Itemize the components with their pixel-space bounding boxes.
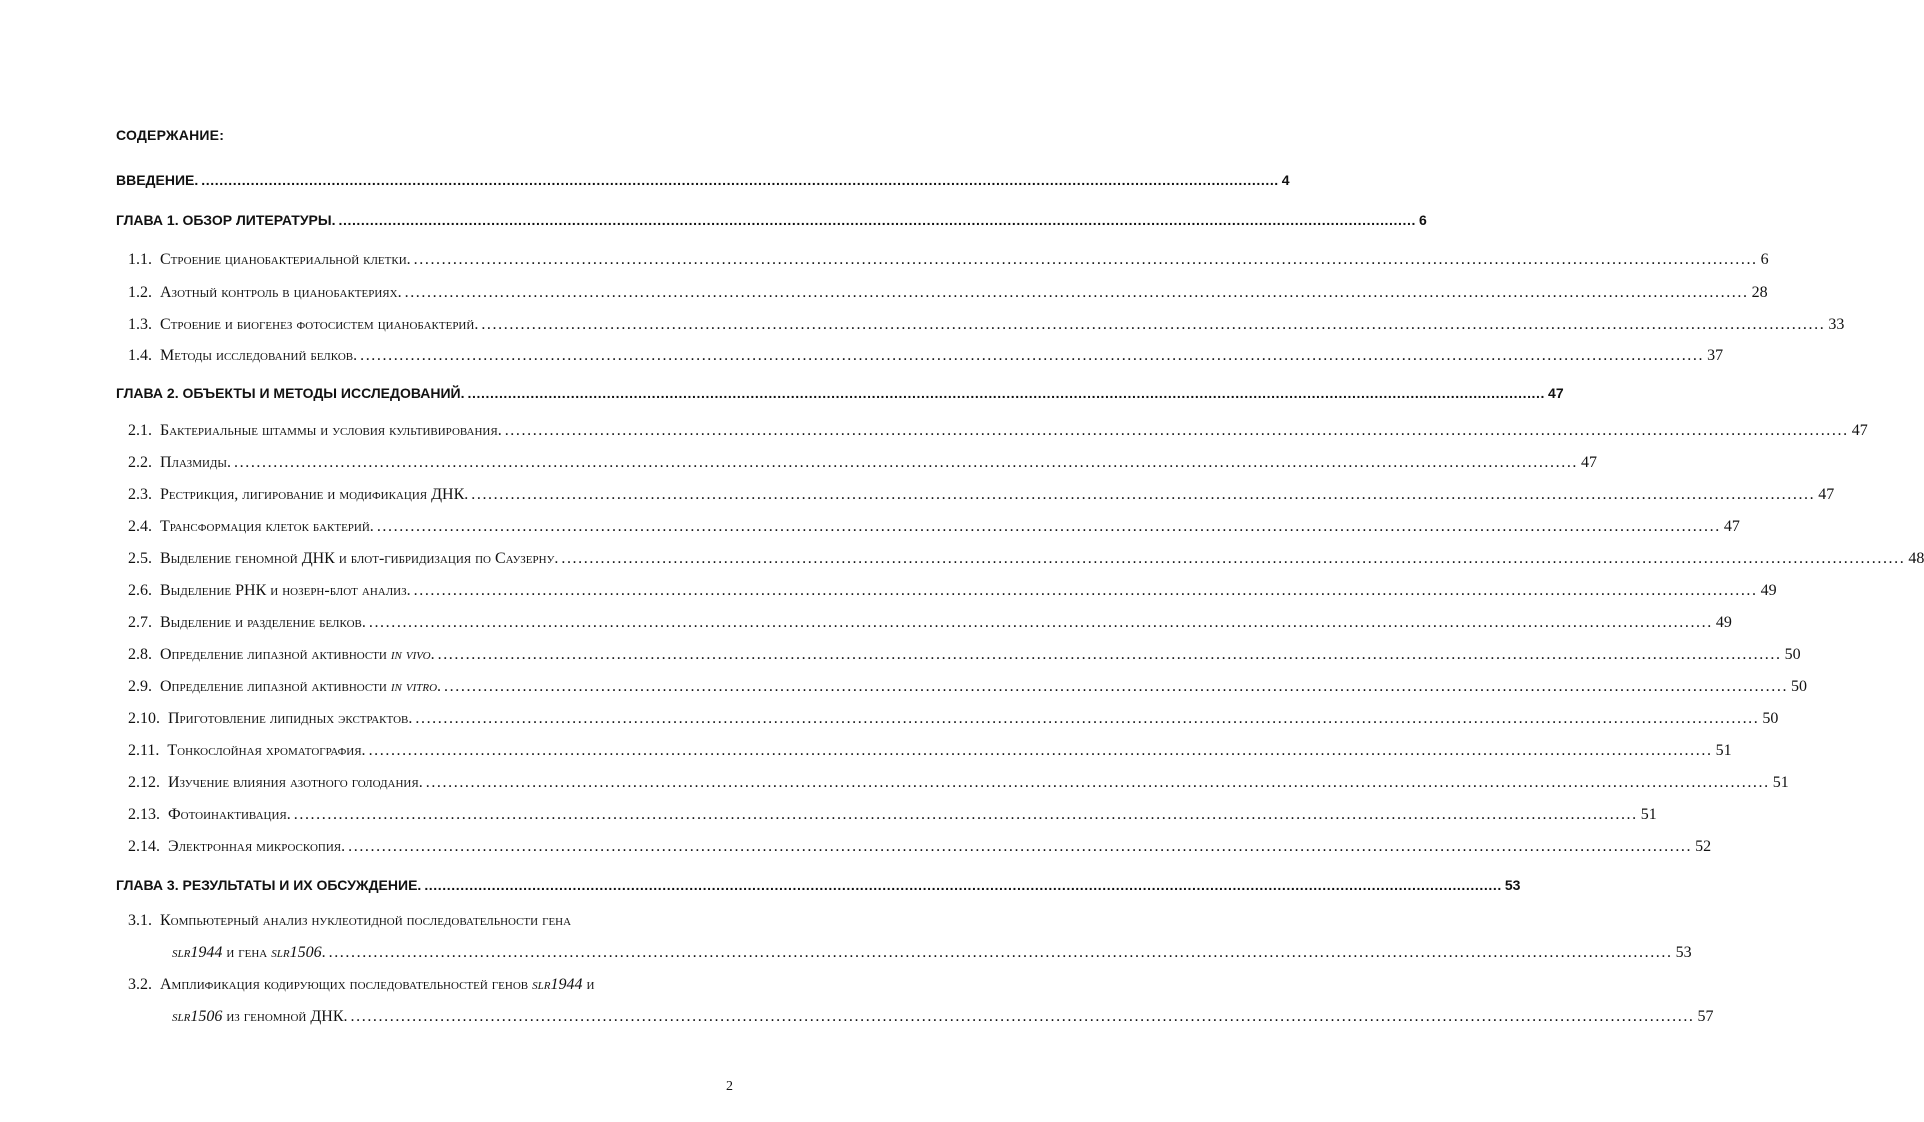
leader-dots: ................................................................................................................................................................................................................................................ xyxy=(328,944,1673,961)
section-number: 2.2. xyxy=(128,454,152,471)
toc-entry-text: Азотный контроль в цианобактериях. xyxy=(160,284,402,301)
toc-entry-2-9[interactable] xyxy=(128,675,1808,699)
toc-entry-1-3[interactable] xyxy=(128,313,1845,337)
toc-entry-text xyxy=(160,973,594,997)
leader-dots: ................................................................................................................................................................................................................................................ xyxy=(376,518,1721,535)
toc-entry-text: ГЛАВА 3. РЕЗУЛЬТАТЫ И ИХ ОБСУЖДЕНИЕ. xyxy=(116,877,422,893)
entry-text-tail: . xyxy=(321,944,326,961)
toc-entry-text: Бактериальные штаммы и условия культивирования. xyxy=(160,422,502,439)
section-number: 1.4. xyxy=(128,347,152,364)
section-number: 2.5. xyxy=(128,550,152,567)
toc-page-number: 47 xyxy=(1851,422,1868,439)
toc-entry-1-2[interactable] xyxy=(128,281,1768,305)
toc-entry-text: Строение цианобактериальной клетки. xyxy=(160,251,411,268)
toc-entry-text: ГЛАВА 2. ОБЪЕКТЫ И МЕТОДЫ ИССЛЕДОВАНИЙ. xyxy=(116,385,465,401)
toc-entry-2-1[interactable] xyxy=(128,419,1868,443)
section-number: 2.8. xyxy=(128,646,152,663)
toc-entry-2-5[interactable] xyxy=(128,547,1924,571)
toc-entry-text: Методы исследований белков. xyxy=(160,347,358,364)
toc-entry-text: Рестрикция, лигирование и модификация ДНК. xyxy=(160,486,469,503)
leader-dots: ................................................................................................................................................................................................................................................ xyxy=(424,877,1502,893)
leader-dots: ................................................................................................................................................................................................................................................ xyxy=(338,212,1416,228)
toc-entry-text: Выделение РНК и нозерн-блот анализ. xyxy=(160,582,411,599)
toc-entry-text: Строение и биогенез фотосистем цианобактерий. xyxy=(160,316,479,333)
toc-page-number: 47 xyxy=(1581,454,1598,471)
toc-entry-2-3[interactable] xyxy=(128,483,1835,507)
toc-entry-3-1[interactable] xyxy=(128,909,738,933)
toc-entry-text: Тонкослойная хроматография. xyxy=(167,742,366,759)
toc-page-number: 53 xyxy=(1675,944,1692,961)
toc-page-number: 57 xyxy=(1697,1008,1714,1025)
toc-title: СОДЕРЖАНИЕ: xyxy=(116,127,225,143)
toc-page-number: 47 xyxy=(1818,486,1835,503)
toc-page-number: 50 xyxy=(1784,646,1801,663)
toc-entry-text: ВВЕДЕНИЕ. xyxy=(116,172,199,188)
gene-name: slr1944 xyxy=(172,944,223,961)
toc-entry-3-1-continued[interactable] xyxy=(172,941,1692,965)
leader-dots: ................................................................................................................................................................................................................................................ xyxy=(368,742,1713,759)
leader-dots: ................................................................................................................................................................................................................................................ xyxy=(413,251,1758,268)
section-number: 1.1. xyxy=(128,251,152,268)
leader-dots: ................................................................................................................................................................................................................................................ xyxy=(413,582,1758,599)
toc-page-number: 50 xyxy=(1762,710,1779,727)
toc-entry-text: Трансформация клеток бактерий. xyxy=(160,518,374,535)
leader-dots: ................................................................................................................................................................................................................................................ xyxy=(293,806,1638,823)
toc-entry-2-7[interactable] xyxy=(128,611,1732,635)
toc-entry-text: Электронная микроскопия. xyxy=(168,838,346,855)
section-number: 2.9. xyxy=(128,678,152,695)
toc-page-number: 49 xyxy=(1760,582,1777,599)
leader-dots: ................................................................................................................................................................................................................................................ xyxy=(504,422,1849,439)
toc-entry-text: Выделение геномной ДНК и блот-гибридизация по Саузерну. xyxy=(160,550,559,567)
toc-page-number: 48 xyxy=(1908,550,1924,567)
section-number: 2.7. xyxy=(128,614,152,631)
toc-entry-chapter-1[interactable] xyxy=(116,208,1427,232)
toc-entry-2-2[interactable] xyxy=(128,451,1598,475)
leader-dots: ................................................................................................................................................................................................................................................ xyxy=(201,172,1279,188)
leader-dots: ................................................................................................................................................................................................................................................ xyxy=(404,284,1749,301)
toc-entry-3-2[interactable] xyxy=(128,973,738,997)
toc-page-number: 51 xyxy=(1772,774,1789,791)
gene-name: slr1506 xyxy=(271,944,322,961)
toc-page-number: 47 xyxy=(1723,518,1740,535)
section-number: 2.14. xyxy=(128,838,160,855)
gene-name: slr1506 xyxy=(172,1008,223,1025)
leader-dots: ................................................................................................................................................................................................................................................ xyxy=(360,347,1705,364)
leader-dots: ................................................................................................................................................................................................................................................ xyxy=(368,614,1713,631)
toc-entry-chapter-2[interactable] xyxy=(116,381,1564,405)
toc-page-number: 47 xyxy=(1548,385,1564,401)
leader-dots: ................................................................................................................................................................................................................................................ xyxy=(471,486,1816,503)
toc-entry-chapter-3[interactable] xyxy=(116,873,1521,897)
toc-entry-2-13[interactable] xyxy=(128,803,1657,827)
toc-entry-text: Плазмиды. xyxy=(160,454,232,471)
section-number: 2.11. xyxy=(128,742,160,759)
toc-entry-text: Компьютерный анализ нуклеотидной последовательности гена xyxy=(160,912,572,929)
toc-entry-2-10[interactable] xyxy=(128,707,1779,731)
toc-entry-2-14[interactable] xyxy=(128,835,1712,859)
toc-page-number: 51 xyxy=(1715,742,1732,759)
toc-page-number: 37 xyxy=(1707,347,1724,364)
toc-entry-1-1[interactable] xyxy=(128,248,1769,272)
toc-page-number: 52 xyxy=(1695,838,1712,855)
section-number: 2.10. xyxy=(128,710,160,727)
leader-dots: ................................................................................................................................................................................................................................................ xyxy=(425,774,1770,791)
page-number: 2 xyxy=(726,1079,733,1094)
leader-dots: ................................................................................................................................................................................................................................................ xyxy=(348,838,1693,855)
leader-dots: ................................................................................................................................................................................................................................................ xyxy=(234,454,1579,471)
entry-text-tail: . xyxy=(437,678,442,695)
toc-entry-text: Изучение влияния азотного голодания. xyxy=(168,774,423,791)
toc-page-number: 33 xyxy=(1828,316,1845,333)
entry-text-part: Определение липазной активности xyxy=(160,646,391,663)
section-number: 3.2. xyxy=(128,976,152,993)
section-number: 2.13. xyxy=(128,806,160,823)
leader-dots: ................................................................................................................................................................................................................................................ xyxy=(350,1008,1695,1025)
toc-page-number: 28 xyxy=(1751,284,1768,301)
entry-text-part: и xyxy=(582,976,595,993)
toc-entry-text: Фотоинактивация. xyxy=(168,806,291,823)
leader-dots: ................................................................................................................................................................................................................................................ xyxy=(444,678,1789,695)
leader-dots: ................................................................................................................................................................................................................................................ xyxy=(467,385,1546,401)
toc-entry-text xyxy=(172,941,326,965)
leader-dots: ................................................................................................................................................................................................................................................ xyxy=(561,550,1906,567)
toc-page-number: 50 xyxy=(1791,678,1808,695)
gene-name: slr1944 xyxy=(532,976,583,993)
toc-entry-text: ГЛАВА 1. ОБЗОР ЛИТЕРАТУРЫ. xyxy=(116,212,336,228)
section-number: 2.3. xyxy=(128,486,152,503)
toc-page-number: 51 xyxy=(1640,806,1657,823)
section-number: 2.6. xyxy=(128,582,152,599)
toc-entry-text xyxy=(160,675,441,699)
section-number: 1.3. xyxy=(128,316,152,333)
toc-entry-2-8[interactable] xyxy=(128,643,1801,667)
toc-entry-text: Выделение и разделение белков. xyxy=(160,614,366,631)
entry-text-tail: из геномной ДНК. xyxy=(222,1008,348,1025)
toc-entry-text xyxy=(172,1005,348,1029)
toc-page-number: 53 xyxy=(1504,877,1521,893)
toc-entry-3-2-continued[interactable] xyxy=(172,1005,1714,1029)
toc-page-number: 6 xyxy=(1760,251,1769,268)
section-number: 2.4. xyxy=(128,518,152,535)
toc-page-number: 4 xyxy=(1281,172,1290,188)
leader-dots: ................................................................................................................................................................................................................................................ xyxy=(481,316,1826,333)
toc-entry-text xyxy=(160,643,435,667)
leader-dots: ................................................................................................................................................................................................................................................ xyxy=(437,646,1782,663)
italic-term: in vivo xyxy=(390,646,431,663)
entry-text-tail: . xyxy=(430,646,435,663)
section-number: 2.12. xyxy=(128,774,160,791)
toc-page-number: 49 xyxy=(1715,614,1732,631)
toc-entry-intro[interactable] xyxy=(116,168,1290,192)
section-number: 2.1. xyxy=(128,422,152,439)
entry-text-part: Определение липазной активности xyxy=(160,678,391,695)
entry-text-part: Амплификация кодирующих последовательностей генов xyxy=(160,976,533,993)
toc-entry-1-4[interactable] xyxy=(128,344,1724,368)
toc-entry-text: Приготовление липидных экстрактов. xyxy=(168,710,413,727)
leader-dots: ................................................................................................................................................................................................................................................ xyxy=(415,710,1760,727)
entry-text-part: и гена xyxy=(222,944,272,961)
italic-term: in vitro xyxy=(390,678,438,695)
toc-page-number: 6 xyxy=(1418,212,1427,228)
toc-entry-2-11[interactable] xyxy=(128,739,1732,763)
toc-entry-2-6[interactable] xyxy=(128,579,1777,603)
section-number: 1.2. xyxy=(128,284,152,301)
section-number: 3.1. xyxy=(128,912,152,929)
toc-entry-2-4[interactable] xyxy=(128,515,1740,539)
toc-entry-2-12[interactable] xyxy=(128,771,1789,795)
